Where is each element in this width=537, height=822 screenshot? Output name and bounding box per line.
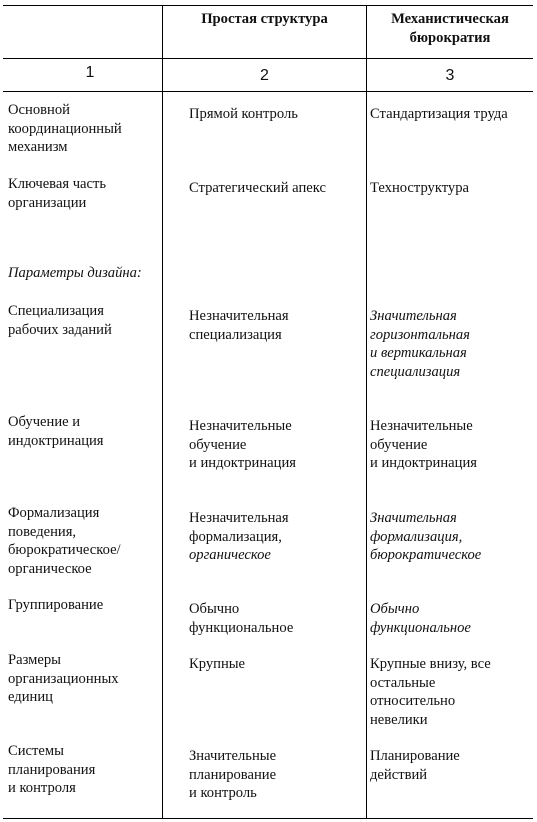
number-row-bottom-rule <box>3 91 533 92</box>
column-divider-2 <box>366 6 367 818</box>
row-cell-col2: Значительные планирование и контроль <box>189 748 277 801</box>
row-cell-col3: Крупные внизу, все остальные относительно невелики <box>370 656 491 728</box>
comparison-table <box>3 5 533 819</box>
column-divider-1 <box>162 6 163 818</box>
row-cell-col3: Стандартизация труда <box>370 106 508 122</box>
row-cell-col2-italic: органическое <box>189 547 271 563</box>
row-cell-col3: Значительная горизонтальная и вертикальная специализация <box>370 308 470 380</box>
row-cell-col2: Прямой контроль <box>189 106 298 122</box>
row-label: Формализация поведения, бюрократическое/ органическое <box>8 505 121 577</box>
row-cell-col3: Техноструктура <box>370 180 469 196</box>
row-cell-col2: Обычно функциональное <box>189 601 294 636</box>
row-cell-col2: Крупные <box>189 656 246 672</box>
header-col-3: Механистическая бюрократия <box>391 11 509 46</box>
row-cell-col3: Незначительные обучение и индоктринация <box>370 418 477 471</box>
row-cell-col3: Обычно функциональное <box>370 601 471 636</box>
row-cell-col2: Незначительная формализация, <box>189 510 289 545</box>
header-bottom-rule <box>3 58 533 59</box>
row-label: Группирование <box>8 597 104 613</box>
row-cell-col2: Стратегический апекс <box>189 180 326 196</box>
row-label: Обучение и индоктринация <box>8 414 104 449</box>
row-label: Системы планирования и контроля <box>8 743 96 796</box>
row-cell-col2: Незначительные обучение и индоктринация <box>189 418 296 471</box>
section-label: Параметры дизайна: <box>8 265 142 281</box>
row-cell-col2: Незначительная специализация <box>189 308 289 343</box>
row-label: Ключевая часть организации <box>8 176 107 211</box>
row-label: Специализация рабочих заданий <box>8 303 112 338</box>
row-cell-col3: Значительная формализация, бюрократическое <box>370 510 482 563</box>
header-col-2: Простая структура <box>201 11 328 27</box>
column-number-1: 1 <box>85 64 95 81</box>
column-number-3: 3 <box>445 67 455 84</box>
row-label: Основной координационный механизм <box>8 102 122 155</box>
row-cell-col3: Планирование действий <box>370 748 460 783</box>
column-number-2: 2 <box>260 67 269 84</box>
row-label: Размеры организационных единиц <box>8 652 119 705</box>
